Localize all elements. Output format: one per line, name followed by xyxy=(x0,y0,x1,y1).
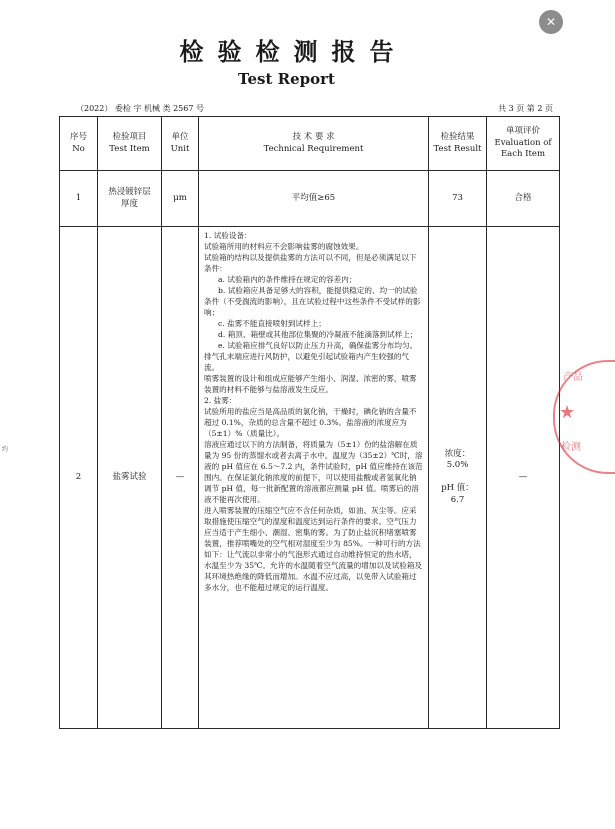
req-paragraph: 试验箱所用的材料应不会影响盐雾的腐蚀效果。 xyxy=(204,242,364,251)
req-paragraph: 溶液应通过以下的方法制备，将质量为（5±1）份的盐溶解在质量为 95 份的蒸馏水或者去离子水中。温度为（35±2）℃时，溶液的 pH 值应在 6.5～7.2 内，条件试验时，pH 值应维持在该范围内。在保证氯化钠浓度的前提下，可以使用盐酸或者氢氧化钠调节 pH 值，每一批新配置的溶液都应测量 pH 值。喷雾后的溶液不能再次使用。 xyxy=(204,440,423,504)
table-row xyxy=(60,227,560,729)
row-result: 73 xyxy=(429,171,487,227)
row-unit: μm xyxy=(162,171,199,227)
table-row xyxy=(60,171,560,227)
row-requirement xyxy=(199,227,429,729)
req-paragraph: 试验箱的结构以及提供盐雾的方法可以不同，但是必须满足以下条件： xyxy=(204,253,417,273)
close-icon: ✕ xyxy=(545,15,557,29)
header-unit: 单位 Unit xyxy=(162,117,199,171)
edge-mark: 约 xyxy=(2,446,9,453)
req-paragraph: 喷雾装置的设计和组成应能够产生细小、润湿、浓密的雾，喷雾装置的材料不能够与盐溶液发生反应。 xyxy=(204,374,417,394)
header-result: 检验结果 Test Result xyxy=(429,117,487,171)
header-no: 序号 No xyxy=(60,117,98,171)
req-paragraph: e. 试验箱应排气良好以防止压力升高，确保盐雾分布均匀。排气孔末端应进行风防护，以避免引起试验箱内产生较强的气流。 xyxy=(204,341,418,372)
report-reference-number: （2022） 委检 字 机械 类 2567 号 xyxy=(76,104,204,113)
req-paragraph: d. 箱顶、箱壁或其他部位集聚的冷凝液不能滴落到试样上； xyxy=(218,330,418,339)
report-title: 检验检测报告 xyxy=(179,37,408,66)
row-evaluation: 合格 xyxy=(487,171,560,227)
row-item: 热浸镀锌层 厚度 xyxy=(98,171,162,227)
row-requirement: 平均值≥65 xyxy=(199,171,429,227)
close-button[interactable] xyxy=(539,10,563,34)
table-header-row xyxy=(60,117,560,171)
header-item: 检验项目 Test Item xyxy=(98,117,162,171)
page-indicator: 共 3 页 第 2 页 xyxy=(498,104,553,113)
row-evaluation: — xyxy=(487,227,560,729)
header-evaluation: 单项评价 Evaluation of Each Item xyxy=(487,117,560,171)
req-paragraph: 1. 试验设备： xyxy=(204,231,252,240)
req-paragraph: 2. 盐雾： xyxy=(204,396,237,405)
req-paragraph: c. 盐雾不能直接喷射到试样上； xyxy=(218,319,326,328)
official-seal: 产品 ★ 检测 xyxy=(553,360,615,474)
row-no: 1 xyxy=(60,171,98,227)
row-no: 2 xyxy=(60,227,98,729)
results-table xyxy=(59,116,560,729)
report-title-en: Test Report xyxy=(238,70,335,88)
header-requirement: 技 术 要 求 Technical Requirement xyxy=(199,117,429,171)
row-item: 盐雾试验 xyxy=(98,227,162,729)
row-unit: — xyxy=(162,227,199,729)
req-paragraph: a. 试验箱内的条件维持在规定的容差内； xyxy=(218,275,357,284)
req-paragraph: 进入喷雾装置的压缩空气应不含任何杂质，如油、灰尘等。应采取措施使压缩空气的湿度和温度达到运行条件的要求。空气压力应当适于产生细小、潮湿、密集的雾。为了防止盐沉积堵塞喷雾装置，推荐喷嘴处的空气相对湿度至少为 85%。一种可行的方法如下：让气流以非常小的气泡形式通过自动维持恒定的热水塔，水温至少为 35℃。允许的水温随着空气流量的增加以及试验箱及其环境热绝缘的降低而增加。水温不应过高，以免带入试验箱过多水分，也不能超过规定的运行温度。 xyxy=(204,506,423,592)
row-result: 浓度： 5.0% pH 值： 6.7 xyxy=(429,227,487,729)
req-paragraph: b. 试验箱应具备足够大的容积，能提供稳定的、均一的试验条件（不受湍流的影响），且在试验过程中这些条件不受试样的影响； xyxy=(204,286,421,317)
req-paragraph: 试验所用的盐应当是高品质的氯化钠，干燥时，碘化钠的含量不超过 0.1%，杂质的总含量不超过 0.3%。盐溶液的浓度应为（5±1）%（质量比）。 xyxy=(204,407,417,438)
